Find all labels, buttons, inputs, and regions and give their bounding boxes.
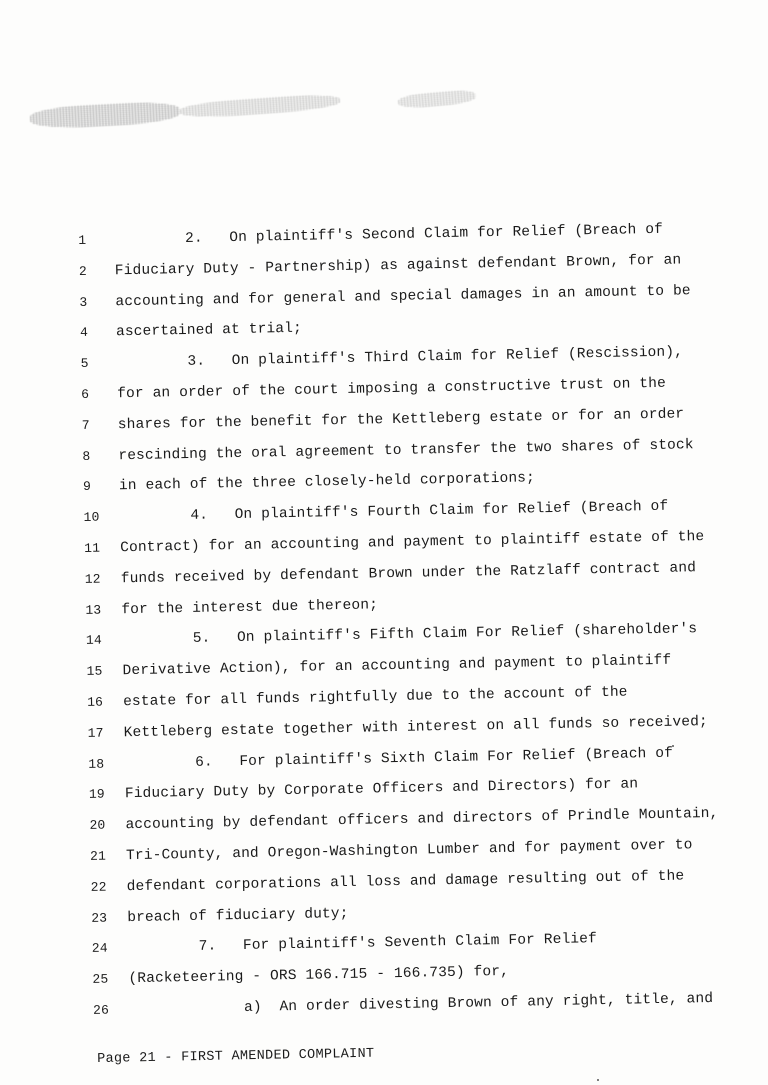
line-number: 8: [82, 448, 91, 464]
line-text: 3. On plaintiff's Third Claim for Relief (Rescission),: [116, 344, 684, 372]
line-text: Derivative Action), for an accounting and payment to plaintiff: [122, 652, 672, 680]
line-text: breach of fiduciary duty;: [127, 905, 349, 926]
line-number: 16: [87, 694, 104, 710]
scan-speck: [597, 1079, 599, 1081]
line-text: 6. For plaintiff's Sixth Claim For Relief (Breach of: [124, 745, 674, 772]
line-text: defendant corporations all loss and damage resulting out of the: [126, 868, 685, 895]
line-number: 3: [79, 294, 88, 310]
line-number: 7: [81, 417, 90, 433]
line-text: accounting by defendant officers and directors of Prindle Mountain,: [125, 805, 719, 834]
scan-smudge: [30, 100, 181, 130]
line-number: 19: [88, 786, 105, 803]
line-number: 18: [88, 756, 105, 772]
line-text: for an order of the court imposing a constructive trust on the: [117, 375, 667, 403]
line-number: 17: [87, 725, 104, 741]
line-number: 21: [89, 848, 107, 864]
line-text: rescinding the oral agreement to transfer the two shares of stock: [118, 436, 694, 464]
line-number: 5: [80, 356, 89, 372]
line-number: 1: [78, 232, 87, 248]
line-number: 23: [91, 910, 108, 926]
line-text: a) An order divesting Brown of any right, title, and: [128, 990, 714, 1019]
line-text: ascertained at trial;: [115, 321, 303, 341]
line-number: 12: [84, 571, 101, 587]
scan-smudge: [180, 92, 341, 119]
line-number: 20: [89, 817, 106, 834]
line-text: for the interest due thereon;: [121, 596, 379, 618]
line-text: funds received by defendant Brown under the Ratzlaff contract and: [120, 559, 697, 588]
line-number: 10: [83, 509, 100, 526]
line-number: 2: [78, 263, 87, 279]
line-text: Fiduciary Duty - Partnership) as against defendant Brown, for an: [114, 252, 682, 280]
line-text: accounting and for general and special damages in an amount to be: [115, 282, 691, 310]
line-text: (Racketeering - ORS 166.715 - 166.735) for,: [128, 963, 510, 988]
line-text: Contract) for an accounting and payment to plaintiff estate of the: [120, 529, 705, 557]
line-text: estate for all funds rightfully due to the account of the: [122, 684, 628, 711]
line-number: 4: [79, 325, 89, 341]
line-number: 15: [86, 663, 103, 680]
line-number: 14: [85, 632, 103, 649]
line-number: 6: [81, 386, 90, 402]
line-text: Fiduciary Duty by Corporate Officers and Directors) for an: [124, 776, 639, 803]
line-number: 25: [92, 971, 109, 987]
line-text: in each of the three closely-held corporations;: [118, 470, 536, 495]
line-text: 7. For plaintiff's Seventh Claim For Relief: [127, 931, 598, 957]
line-number: 9: [82, 479, 92, 495]
line-number: 22: [90, 879, 107, 895]
page-footer: Page 21 - FIRST AMENDED COMPLAINT: [97, 1046, 375, 1067]
line-number: 26: [92, 1002, 110, 1018]
pleading-body: [78, 213, 763, 1026]
scan-smudge: [398, 89, 477, 110]
line-text: Tri-County, and Oregon-Washington Lumber and for payment over to: [125, 837, 693, 865]
line-text: Kettleberg estate together with interest on all funds so received;: [123, 713, 708, 741]
line-text: 2. On plaintiff's Second Claim for Relief (Breach of: [114, 221, 664, 249]
line-text: 4. On plaintiff's Fourth Claim for Relief (Breach of: [119, 498, 669, 526]
line-number: 11: [84, 540, 101, 556]
line-number: 24: [91, 940, 108, 957]
line-text: 5. On plaintiff's Fifth Claim For Relief (shareholder's: [121, 621, 698, 649]
line-number: 13: [85, 602, 102, 618]
line-text: shares for the benefit for the Kettleberg estate or for an order: [117, 406, 685, 434]
